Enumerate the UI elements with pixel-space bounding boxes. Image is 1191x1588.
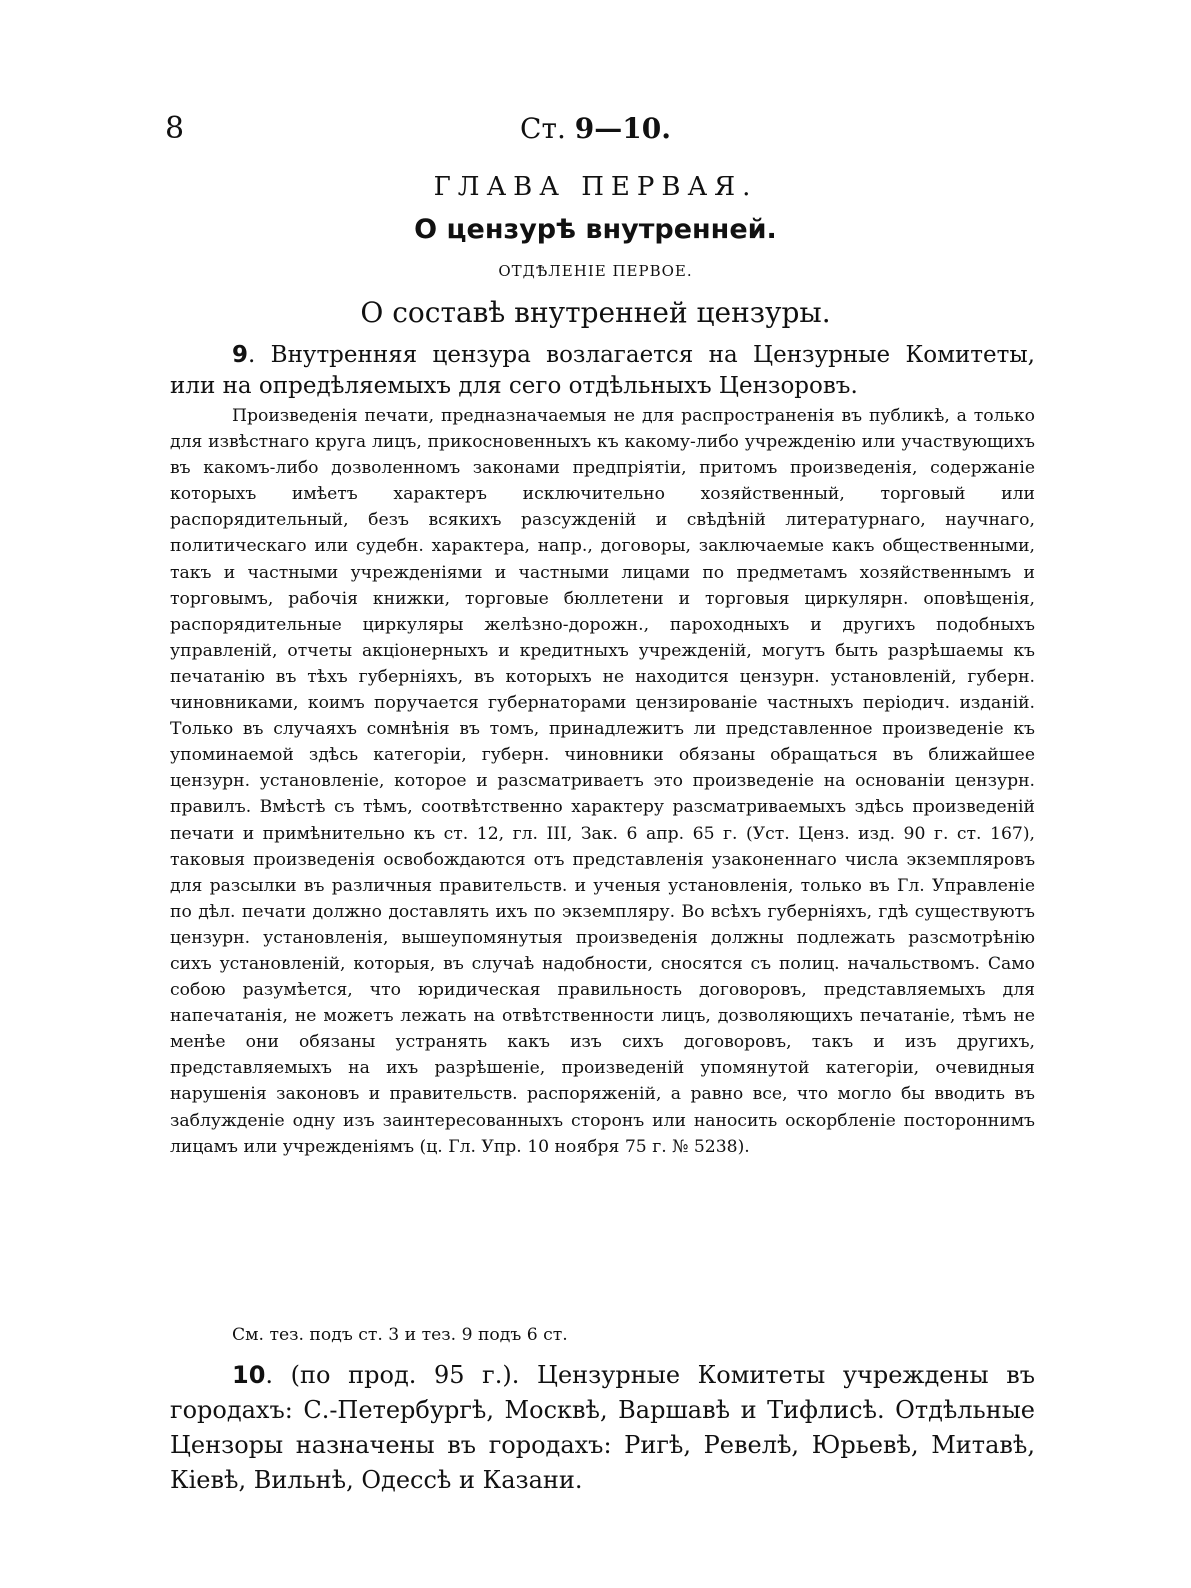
article-9 <box>170 340 1035 402</box>
article-10 <box>170 1358 1035 1498</box>
article-range-numbers: 9—10. <box>574 112 671 145</box>
article-text: . Внутренняя цензура возлагается на Цензурные Комитеты, или на опредѣляемыхъ для сего отдѣльныхъ Цензоровъ. <box>170 342 1035 399</box>
chapter-title: ГЛАВА ПЕРВАЯ. <box>433 172 758 202</box>
article-9-note: Произведенія печати, предназначаемыя не для распространенія въ публикѣ, а только для извѣстнаго круга лицъ, прикосновенныхъ къ какому-либо учрежденію или участвующихъ въ какомъ-либо дозволенномъ законами предпріятіи, притомъ произведенія, содержаніе которыхъ имѣетъ характеръ исключительно хозяйственный, торговый или распорядительный, безъ всякихъ разсужденій и свѣдѣній литературнаго, научнаго, политическаго или судебн. характера, напр., договоры, заключаемые какъ общественными, такъ и частными учрежденіями и частными лицами по предметамъ хозяйственнымъ и торговымъ, рабочія книжки, торговые бюллетени и торговыя циркулярн. оповѣщенія, распорядительные циркуляры желѣзно-дорожн., пароходныхъ и другихъ подобныхъ управленій, отчеты акціонерныхъ и кредитныхъ учрежденій, могутъ быть разрѣшаемы къ печатанію въ тѣхъ губерніяхъ, въ которыхъ не находится цензурн. установленій, губерн. чиновниками, коимъ поручается губернаторами цензированіе частныхъ періодич. изданій. Только въ случаяхъ сомнѣнія въ томъ, принадлежитъ ли представленное произведеніе къ упоминаемой здѣсь категоріи, губерн. чиновники обязаны обращаться въ ближайшее цензурн. установленіе, которое и разсматриваетъ это произведеніе на основаніи цензурн. правилъ. Вмѣстѣ съ тѣмъ, соотвѣтственно характеру разсматриваемыхъ здѣсь произведеній печати и примѣнительно къ ст. 12, гл. III, Зак. 6 апр. 65 г. (Уст. Ценз. изд. 90 г. ст. 167), таковыя произведенія освобождаются отъ представленія узаконеннаго числа экземпляровъ для разсылки въ различныя правительств. и ученыя установленія, только въ Гл. Управленіе по дѣл. печати должно доставлять ихъ по экземпляру. Во всѣхъ губерніяхъ, гдѣ существуютъ цензурн. установленія, вышеупомянутыя произведенія должны подлежать разсмотрѣнію сихъ установленій, которыя, въ случаѣ надобности, сносятся съ полиц. начальствомъ. Само собою разумѣется, что юридическая правильность договоровъ, представляемыхъ для напечатанія, не можетъ лежать на отвѣтственности лицъ, дозволяющихъ печатаніе, тѣмъ не менѣе они обязаны устранять какъ изъ сихъ договоровъ, такъ и изъ другихъ, представляемыхъ на ихъ разрѣшеніе, произведеній упомянутой категоріи, очевидныя нарушенія законовъ и правительств. распоряженій, а равно все, что могло бы вводить въ заблужденіе одну изъ заинтересованныхъ сторонъ или наносить оскорбленіе постороннимъ лицамъ или учрежденіямъ (ц. Гл. Упр. 10 ноября 75 г. № 5238). <box>170 406 1035 1157</box>
section-title: О составѣ внутренней цензуры. <box>360 296 831 329</box>
article-number: 10 <box>232 1361 266 1389</box>
article-number: 9 <box>232 342 249 368</box>
chapter-subtitle: О цензурѣ внутренней. <box>414 214 777 245</box>
article-range-header <box>0 112 1191 146</box>
section-label: ОТДѢЛЕНІЕ ПЕРВОЕ. <box>498 262 693 280</box>
article-text: . (по прод. 95 г.). Цензурные Комитеты учреждены въ городахъ: С.-Петербургѣ, Москвѣ, Варшавѣ и Тифлисѣ. Отдѣльные Цензоры назначены въ городахъ: Ригѣ, Ревелѣ, Юрьевѣ, Митавѣ, Кіевѣ, Вильнѣ, Одессѣ и Казани. <box>170 1361 1035 1494</box>
note-reference: См. тез. подъ ст. 3 и тез. 9 подъ 6 ст. <box>232 1325 568 1345</box>
page-number: 8 <box>165 111 185 146</box>
article-range-prefix: Ст. <box>520 112 566 145</box>
